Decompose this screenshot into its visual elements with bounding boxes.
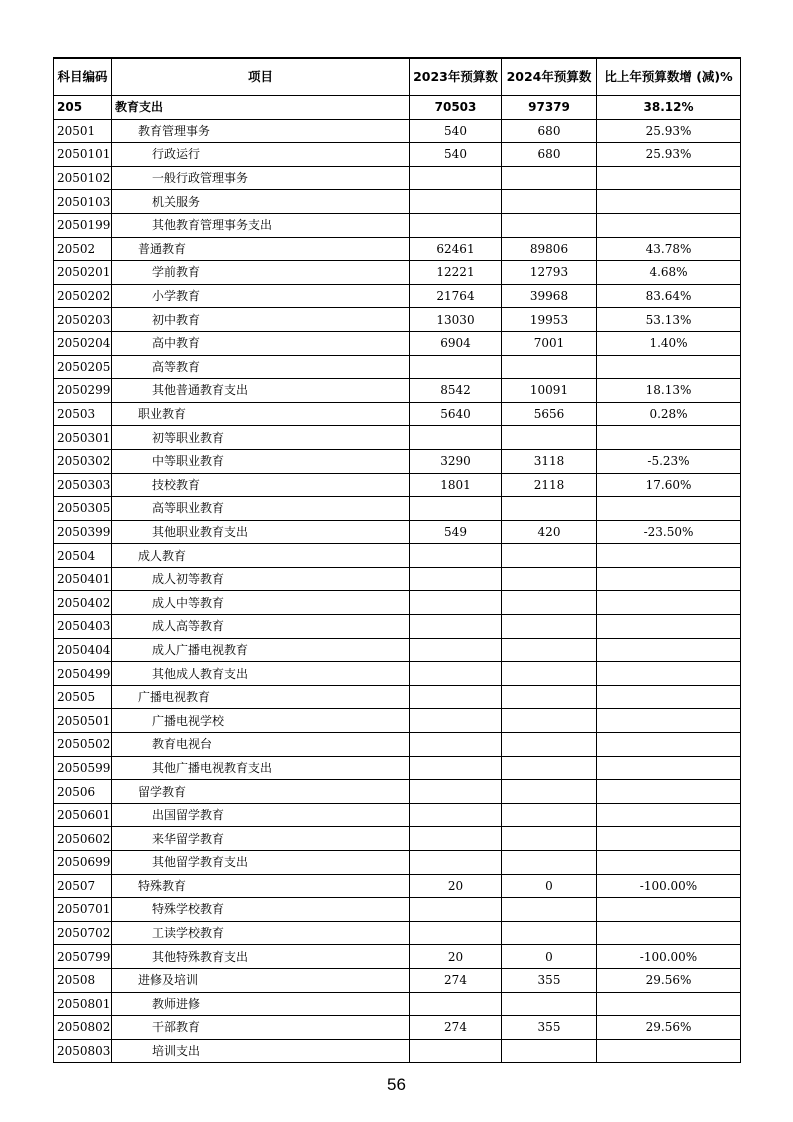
- table-row: [54, 544, 741, 568]
- change-cell: -5.23%: [597, 449, 741, 473]
- code-cell: 2050699: [54, 851, 112, 875]
- item-cell: 成人广播电视教育: [112, 638, 410, 662]
- table-row: [54, 874, 741, 898]
- code-cell: 2050802: [54, 1016, 112, 1040]
- budget-2023-cell: [410, 827, 502, 851]
- table-row: [54, 143, 741, 167]
- item-cell: 高中教育: [112, 331, 410, 355]
- table-total-row: [54, 96, 741, 120]
- budget-2023-cell: 6904: [410, 331, 502, 355]
- budget-2023-cell: [410, 497, 502, 521]
- item-cell: 其他特殊教育支出: [112, 945, 410, 969]
- budget-2024-cell: 89806: [502, 237, 597, 261]
- budget-2024-cell: 97379: [502, 96, 597, 120]
- change-cell: [597, 591, 741, 615]
- code-cell: 20505: [54, 685, 112, 709]
- table-row: [54, 520, 741, 544]
- change-cell: [597, 662, 741, 686]
- code-cell: 2050701: [54, 898, 112, 922]
- budget-2023-cell: [410, 803, 502, 827]
- item-cell: 广播电视学校: [112, 709, 410, 733]
- change-cell: [597, 213, 741, 237]
- change-cell: [597, 992, 741, 1016]
- code-cell: 2050501: [54, 709, 112, 733]
- item-cell: 教育支出: [112, 96, 410, 120]
- item-cell: 其他普通教育支出: [112, 379, 410, 403]
- change-cell: [597, 166, 741, 190]
- table-row: [54, 945, 741, 969]
- table-row: [54, 379, 741, 403]
- change-cell: 4.68%: [597, 261, 741, 285]
- table-row: [54, 591, 741, 615]
- code-cell: 20507: [54, 874, 112, 898]
- table-row: [54, 968, 741, 992]
- change-cell: 83.64%: [597, 284, 741, 308]
- table-row: [54, 497, 741, 521]
- budget-2024-cell: [502, 497, 597, 521]
- budget-2024-cell: [502, 426, 597, 450]
- table-row: [54, 237, 741, 261]
- budget-2023-cell: [410, 190, 502, 214]
- change-cell: 1.40%: [597, 331, 741, 355]
- budget-2023-cell: [410, 591, 502, 615]
- budget-2023-cell: [410, 426, 502, 450]
- code-cell: 2050399: [54, 520, 112, 544]
- change-cell: [597, 355, 741, 379]
- budget-table: [53, 57, 741, 1063]
- budget-2023-cell: [410, 685, 502, 709]
- budget-2024-cell: 420: [502, 520, 597, 544]
- budget-2023-cell: 70503: [410, 96, 502, 120]
- budget-2024-cell: [502, 638, 597, 662]
- budget-2024-cell: 680: [502, 143, 597, 167]
- change-cell: [597, 615, 741, 639]
- table-row: [54, 780, 741, 804]
- item-cell: 成人中等教育: [112, 591, 410, 615]
- budget-2024-cell: 3118: [502, 449, 597, 473]
- budget-2023-cell: [410, 166, 502, 190]
- budget-2024-cell: 7001: [502, 331, 597, 355]
- table-row: [54, 827, 741, 851]
- budget-2024-cell: 19953: [502, 308, 597, 332]
- table-row: [54, 898, 741, 922]
- code-cell: 2050205: [54, 355, 112, 379]
- code-cell: 2050301: [54, 426, 112, 450]
- budget-2024-cell: [502, 921, 597, 945]
- change-cell: 25.93%: [597, 143, 741, 167]
- budget-2024-cell: 12793: [502, 261, 597, 285]
- code-cell: 2050403: [54, 615, 112, 639]
- item-cell: 行政运行: [112, 143, 410, 167]
- budget-2024-cell: [502, 355, 597, 379]
- budget-2023-cell: [410, 615, 502, 639]
- change-cell: [597, 851, 741, 875]
- item-cell: 培训支出: [112, 1039, 410, 1063]
- change-cell: 17.60%: [597, 473, 741, 497]
- change-cell: 25.93%: [597, 119, 741, 143]
- code-cell: 20508: [54, 968, 112, 992]
- code-cell: 2050599: [54, 756, 112, 780]
- page-number: 56: [387, 1075, 406, 1094]
- budget-2023-cell: [410, 662, 502, 686]
- item-cell: 广播电视教育: [112, 685, 410, 709]
- budget-2024-cell: 0: [502, 874, 597, 898]
- code-cell: 2050803: [54, 1039, 112, 1063]
- code-cell: 20506: [54, 780, 112, 804]
- table-row: [54, 921, 741, 945]
- item-cell: 出国留学教育: [112, 803, 410, 827]
- budget-2023-cell: 274: [410, 1016, 502, 1040]
- budget-2024-cell: [502, 544, 597, 568]
- header-2024: 2024年预算数: [502, 58, 597, 96]
- code-cell: 2050203: [54, 308, 112, 332]
- budget-2023-cell: 1801: [410, 473, 502, 497]
- change-cell: 29.56%: [597, 1016, 741, 1040]
- table-row: [54, 756, 741, 780]
- budget-2024-cell: [502, 803, 597, 827]
- table-row: [54, 308, 741, 332]
- budget-2024-cell: [502, 662, 597, 686]
- change-cell: -100.00%: [597, 945, 741, 969]
- budget-2024-cell: [502, 756, 597, 780]
- code-cell: 2050402: [54, 591, 112, 615]
- budget-2024-cell: [502, 827, 597, 851]
- code-cell: 2050302: [54, 449, 112, 473]
- code-cell: 20504: [54, 544, 112, 568]
- budget-2023-cell: 20: [410, 874, 502, 898]
- change-cell: [597, 803, 741, 827]
- table-row: [54, 638, 741, 662]
- budget-2023-cell: 540: [410, 119, 502, 143]
- change-cell: [597, 190, 741, 214]
- change-cell: [597, 709, 741, 733]
- code-cell: 2050303: [54, 473, 112, 497]
- code-cell: 20502: [54, 237, 112, 261]
- table-row: [54, 1016, 741, 1040]
- table-row: [54, 119, 741, 143]
- budget-2023-cell: [410, 355, 502, 379]
- table-row: [54, 166, 741, 190]
- change-cell: [597, 756, 741, 780]
- budget-2023-cell: [410, 921, 502, 945]
- budget-2024-cell: [502, 1039, 597, 1063]
- budget-2023-cell: 549: [410, 520, 502, 544]
- budget-2023-cell: [410, 1039, 502, 1063]
- budget-2024-cell: [502, 992, 597, 1016]
- change-cell: -100.00%: [597, 874, 741, 898]
- change-cell: [597, 827, 741, 851]
- budget-2023-cell: 5640: [410, 402, 502, 426]
- budget-2023-cell: 8542: [410, 379, 502, 403]
- table-row: [54, 284, 741, 308]
- budget-2023-cell: [410, 213, 502, 237]
- code-cell: 2050199: [54, 213, 112, 237]
- change-cell: 18.13%: [597, 379, 741, 403]
- code-cell: 2050702: [54, 921, 112, 945]
- code-cell: 2050202: [54, 284, 112, 308]
- code-cell: 2050204: [54, 331, 112, 355]
- budget-2023-cell: [410, 638, 502, 662]
- item-cell: 其他留学教育支出: [112, 851, 410, 875]
- budget-2024-cell: [502, 898, 597, 922]
- budget-2024-cell: [502, 591, 597, 615]
- budget-2024-cell: [502, 190, 597, 214]
- item-cell: 中等职业教育: [112, 449, 410, 473]
- item-cell: 其他职业教育支出: [112, 520, 410, 544]
- item-cell: 初等职业教育: [112, 426, 410, 450]
- code-cell: 2050601: [54, 803, 112, 827]
- code-cell: 2050103: [54, 190, 112, 214]
- code-cell: 2050101: [54, 143, 112, 167]
- table-row: [54, 662, 741, 686]
- budget-2023-cell: [410, 709, 502, 733]
- item-cell: 机关服务: [112, 190, 410, 214]
- budget-2023-cell: [410, 567, 502, 591]
- table-row: [54, 733, 741, 757]
- budget-2023-cell: [410, 544, 502, 568]
- code-cell: 2050404: [54, 638, 112, 662]
- budget-2024-cell: [502, 615, 597, 639]
- table-row: [54, 331, 741, 355]
- budget-2023-cell: 540: [410, 143, 502, 167]
- change-cell: 38.12%: [597, 96, 741, 120]
- table-row: [54, 426, 741, 450]
- code-cell: 2050102: [54, 166, 112, 190]
- budget-2024-cell: 5656: [502, 402, 597, 426]
- budget-2024-cell: 355: [502, 1016, 597, 1040]
- item-cell: 技校教育: [112, 473, 410, 497]
- item-cell: 其他成人教育支出: [112, 662, 410, 686]
- code-cell: 2050602: [54, 827, 112, 851]
- item-cell: 进修及培训: [112, 968, 410, 992]
- item-cell: 特殊教育: [112, 874, 410, 898]
- budget-2024-cell: 39968: [502, 284, 597, 308]
- code-cell: 2050401: [54, 567, 112, 591]
- budget-2023-cell: [410, 733, 502, 757]
- change-cell: [597, 898, 741, 922]
- change-cell: [597, 1039, 741, 1063]
- table-row: [54, 402, 741, 426]
- budget-2024-cell: 10091: [502, 379, 597, 403]
- budget-2023-cell: 21764: [410, 284, 502, 308]
- item-cell: 高等职业教育: [112, 497, 410, 521]
- item-cell: 教师进修: [112, 992, 410, 1016]
- budget-2024-cell: [502, 733, 597, 757]
- budget-2023-cell: 3290: [410, 449, 502, 473]
- budget-2023-cell: [410, 898, 502, 922]
- item-cell: 学前教育: [112, 261, 410, 285]
- change-cell: [597, 567, 741, 591]
- budget-2023-cell: 12221: [410, 261, 502, 285]
- item-cell: 留学教育: [112, 780, 410, 804]
- change-cell: -23.50%: [597, 520, 741, 544]
- budget-2024-cell: [502, 780, 597, 804]
- budget-2023-cell: [410, 851, 502, 875]
- header-item: 项目: [112, 58, 410, 96]
- code-cell: 20501: [54, 119, 112, 143]
- code-cell: 2050299: [54, 379, 112, 403]
- item-cell: 职业教育: [112, 402, 410, 426]
- table-row: [54, 567, 741, 591]
- table-row: [54, 685, 741, 709]
- table-row: [54, 1039, 741, 1063]
- change-cell: [597, 921, 741, 945]
- budget-2024-cell: [502, 851, 597, 875]
- table-row: [54, 709, 741, 733]
- budget-2023-cell: 274: [410, 968, 502, 992]
- item-cell: 教育电视台: [112, 733, 410, 757]
- code-cell: 2050305: [54, 497, 112, 521]
- item-cell: 成人高等教育: [112, 615, 410, 639]
- budget-2024-cell: [502, 166, 597, 190]
- item-cell: 成人教育: [112, 544, 410, 568]
- change-cell: 0.28%: [597, 402, 741, 426]
- change-cell: [597, 780, 741, 804]
- change-cell: 29.56%: [597, 968, 741, 992]
- table-row: [54, 803, 741, 827]
- budget-2024-cell: [502, 567, 597, 591]
- code-cell: 2050499: [54, 662, 112, 686]
- table-row: [54, 261, 741, 285]
- item-cell: 高等教育: [112, 355, 410, 379]
- item-cell: 特殊学校教育: [112, 898, 410, 922]
- header-2023: 2023年预算数: [410, 58, 502, 96]
- item-cell: 初中教育: [112, 308, 410, 332]
- budget-2024-cell: 0: [502, 945, 597, 969]
- budget-2024-cell: 2118: [502, 473, 597, 497]
- change-cell: [597, 426, 741, 450]
- item-cell: 成人初等教育: [112, 567, 410, 591]
- table-body: [54, 58, 741, 1063]
- change-cell: [597, 638, 741, 662]
- table-row: [54, 449, 741, 473]
- code-cell: 2050502: [54, 733, 112, 757]
- item-cell: 普通教育: [112, 237, 410, 261]
- change-cell: [597, 733, 741, 757]
- table-row: [54, 473, 741, 497]
- budget-2024-cell: [502, 685, 597, 709]
- item-cell: 小学教育: [112, 284, 410, 308]
- table-row: [54, 355, 741, 379]
- item-cell: 其他广播电视教育支出: [112, 756, 410, 780]
- header-change: 比上年预算数增 (减)%: [597, 58, 741, 96]
- table-row: [54, 992, 741, 1016]
- budget-2024-cell: 680: [502, 119, 597, 143]
- change-cell: 53.13%: [597, 308, 741, 332]
- table-row: [54, 213, 741, 237]
- header-code: 科目编码: [54, 58, 112, 96]
- code-cell: 2050201: [54, 261, 112, 285]
- code-cell: 20503: [54, 402, 112, 426]
- budget-2023-cell: 20: [410, 945, 502, 969]
- budget-2023-cell: [410, 756, 502, 780]
- item-cell: 工读学校教育: [112, 921, 410, 945]
- budget-2023-cell: [410, 780, 502, 804]
- budget-2024-cell: 355: [502, 968, 597, 992]
- item-cell: 一般行政管理事务: [112, 166, 410, 190]
- table-header-row: [54, 58, 741, 96]
- code-cell: 205: [54, 96, 112, 120]
- change-cell: 43.78%: [597, 237, 741, 261]
- item-cell: 教育管理事务: [112, 119, 410, 143]
- change-cell: [597, 544, 741, 568]
- budget-2023-cell: [410, 992, 502, 1016]
- table-row: [54, 190, 741, 214]
- budget-2023-cell: 13030: [410, 308, 502, 332]
- budget-2024-cell: [502, 709, 597, 733]
- item-cell: 其他教育管理事务支出: [112, 213, 410, 237]
- budget-2023-cell: 62461: [410, 237, 502, 261]
- table-row: [54, 851, 741, 875]
- code-cell: 2050801: [54, 992, 112, 1016]
- code-cell: 2050799: [54, 945, 112, 969]
- change-cell: [597, 497, 741, 521]
- budget-2024-cell: [502, 213, 597, 237]
- item-cell: 干部教育: [112, 1016, 410, 1040]
- item-cell: 来华留学教育: [112, 827, 410, 851]
- table-row: [54, 615, 741, 639]
- change-cell: [597, 685, 741, 709]
